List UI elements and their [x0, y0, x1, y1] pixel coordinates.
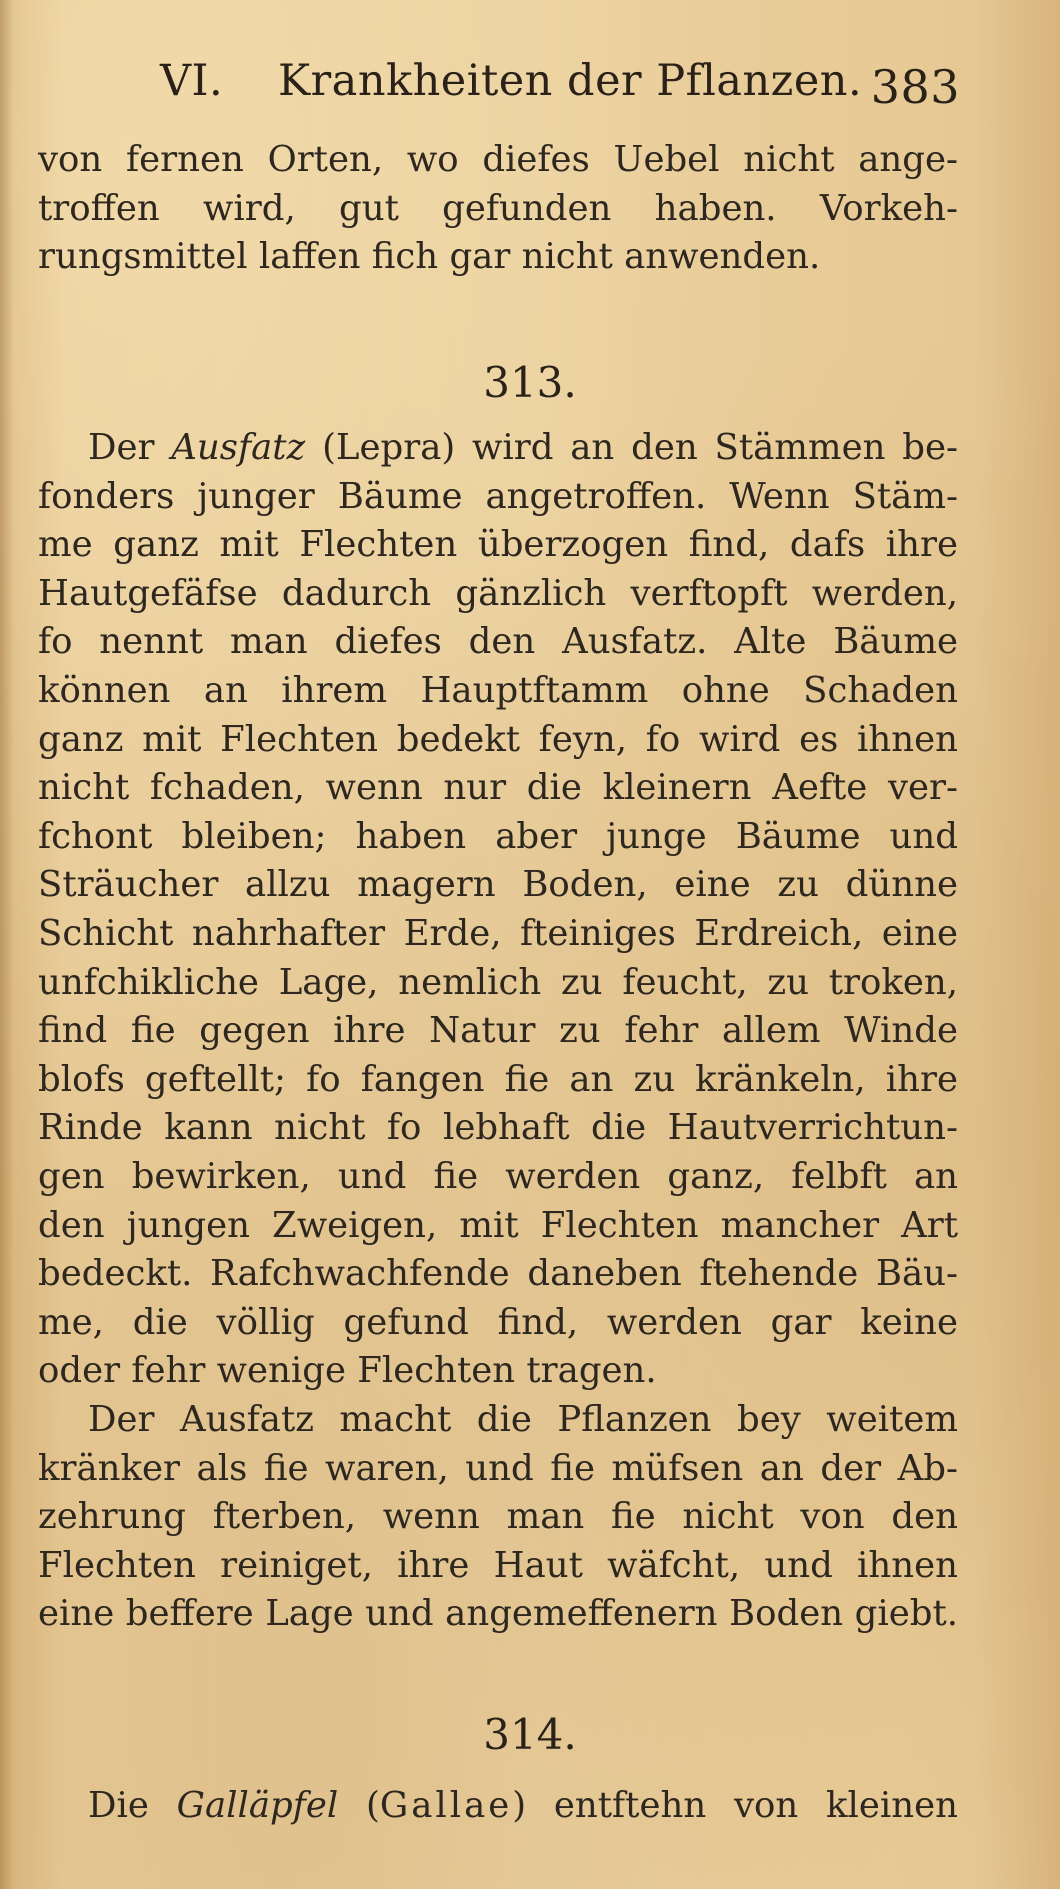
text-line: zehrung fterben, wenn man fie nicht von den [38, 1496, 958, 1538]
chapter-title: Krankheiten der Pflanzen. [278, 56, 863, 106]
text-line: Schicht nahrhafter Erde, fteiniges Erdreich, eine [38, 912, 958, 954]
term-gallaepfel: Galläpfel [176, 1785, 339, 1826]
text-line: unfchikliche Lage, nemlich zu feucht, zu troken, [38, 961, 958, 1003]
line-start: Der [88, 427, 172, 468]
text-line: kränker als fie waren, und fie müfsen an der Ab- [38, 1447, 958, 1489]
text-line [38, 424, 958, 473]
page-edge-shadow [0, 0, 14, 1889]
section-313-paragraph-1 [38, 424, 958, 1396]
section-313-paragraph-2 [38, 1396, 958, 1639]
text-line: me, die völlig gefund find, werden gar keine [38, 1301, 958, 1343]
text-line: den jungen Zweigen, mit Flechten mancher Art [38, 1204, 958, 1246]
line-start: Die [88, 1785, 177, 1826]
text-line: blofs geftellt; fo fangen fie an zu kränkeln, ihre [38, 1058, 958, 1100]
text-line: ganz mit Flechten bedekt feyn, fo wird es ihnen [38, 718, 958, 760]
text-line: bedeckt. Rafchwachfende daneben ftehende Bäu- [38, 1253, 958, 1295]
text-line: Sträucher allzu magern Boden, eine zu dünne [38, 864, 958, 906]
line-rest: (Lepra) wird an den Stämmen be- [305, 427, 958, 468]
term-ausfatz: Ausfatz [171, 427, 306, 468]
text-line: me ganz mit Flechten überzogen find, dafs ihre [38, 524, 958, 566]
text-line: Hautgefäfse dadurch gänzlich verftopft werden, [38, 572, 958, 614]
text-line: von fernen Orten, wo diefes Uebel nicht ange- [38, 139, 958, 180]
section-number-313: 313. [483, 358, 577, 407]
section-number-314: 314. [483, 1710, 577, 1759]
paren-open: ( [338, 1785, 380, 1826]
text-line: troffen wird, gut gefunden haben. Vorkeh- [38, 187, 958, 229]
text-line: fchont bleiben; haben aber junge Bäume und [38, 815, 958, 857]
text-line [38, 1782, 958, 1831]
text-line: gen bewirken, und fie werden ganz, felbft an [38, 1155, 958, 1197]
line-rest: ) entftehn von kleinen [512, 1785, 959, 1826]
text-line: rungsmittel laffen fich gar nicht anwenden. [38, 236, 821, 278]
running-head [160, 50, 960, 120]
section-314-paragraph [38, 1782, 958, 1831]
text-line: Flechten reiniget, ihre Haut wäfcht, und ihnen [38, 1544, 958, 1586]
text-line: nicht fchaden, wenn nur die kleinern Aefte ver- [38, 767, 958, 809]
intro-paragraph [38, 136, 958, 282]
text-line: Rinde kann nicht fo lebhaft die Hautverrichtun- [38, 1107, 958, 1149]
text-line: fo nennt man diefes den Ausfatz. Alte Bäume [38, 621, 958, 663]
chapter-number: VI. [160, 56, 224, 106]
text-line: oder fehr wenige Flechten tragen. [38, 1350, 657, 1392]
latin-term: Gallae [379, 1785, 513, 1826]
text-line: find fie gegen ihre Natur zu fehr allem Winde [38, 1010, 958, 1052]
page-number: 383 [870, 60, 960, 114]
text-line: eine beffere Lage und angemeffenern Boden giebt. [38, 1593, 958, 1635]
text-line: können an ihrem Hauptftamm ohne Schaden [38, 669, 958, 711]
text-line: fonders junger Bäume angetroffen. Wenn Stäm- [38, 475, 958, 517]
text-line: Der Ausfatz macht die Pflanzen bey weitem [88, 1399, 958, 1440]
